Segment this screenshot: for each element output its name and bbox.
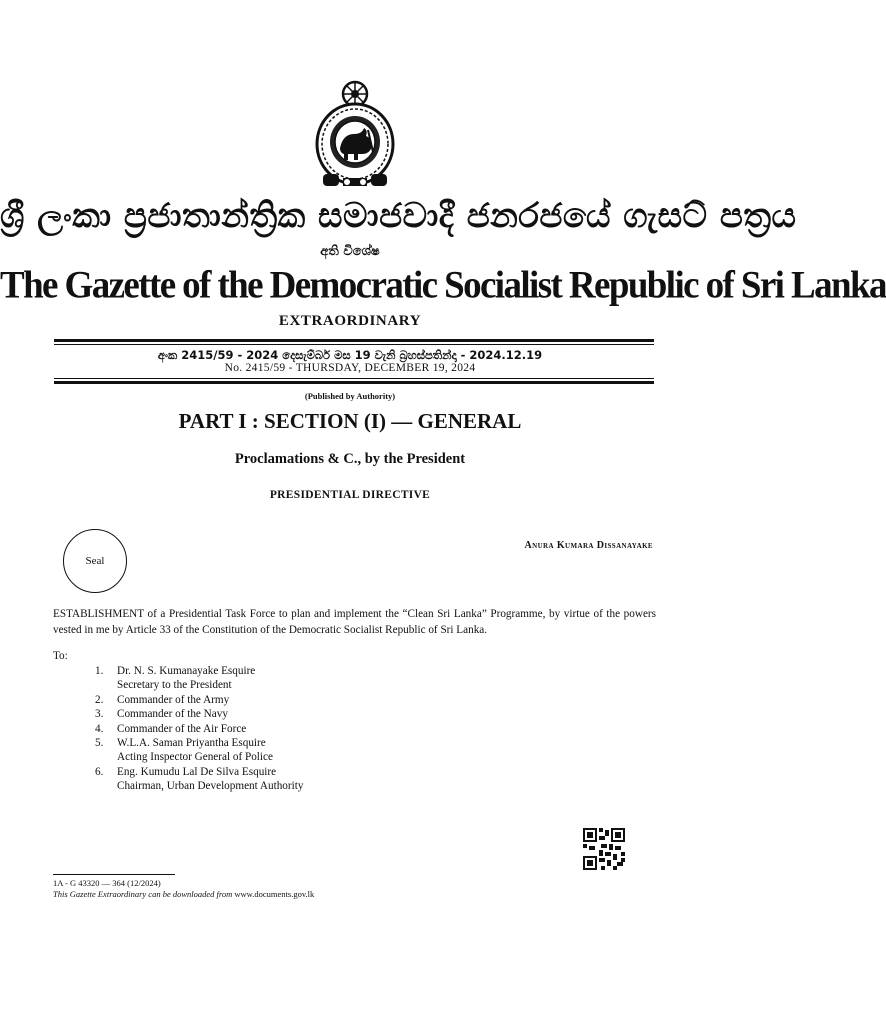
directive-body: ESTABLISHMENT of a Presidential Task Force to plan and implement the “Clean Sri Lanka” Programme, by virtue of the powers vested in me by Article 33 of the Constitution of the Democratic Socialist Republic of Sri Lanka. — [53, 608, 656, 636]
list-item: 1. Dr. N. S. Kumanayake Esquire — [95, 665, 256, 677]
top-rule — [54, 339, 654, 342]
issue-line-english: No. 2415/59 - THURSDAY, DECEMBER 19, 2024 — [224, 362, 476, 374]
extraordinary-label: EXTRAORDINARY — [278, 313, 422, 329]
signatory-name: Anura Kumara Dissanayake — [524, 540, 653, 551]
download-note-prefix: This Gazette Extraordinary can be downloaded from — [53, 889, 233, 899]
seal-label: Seal — [85, 555, 105, 567]
sri-lanka-national-emblem-icon — [313, 78, 397, 190]
part-heading: PART I : SECTION (I) — GENERAL — [178, 409, 522, 433]
list-item-subtitle: Chairman, Urban Development Authority — [117, 780, 304, 793]
sinhala-extraordinary-label: අති විශේෂ — [320, 244, 380, 259]
seal — [63, 529, 127, 593]
footer-rule — [53, 874, 175, 875]
english-gazette-title: The Gazette of the Democratic Socialist Republic of Sri Lanka — [0, 263, 886, 308]
to-label: To: — [53, 650, 68, 662]
published-by-authority: (Published by Authority) — [304, 391, 396, 401]
list-item-subtitle: Secretary to the President — [117, 679, 232, 692]
list-item: 6. Eng. Kumudu Lal De Silva Esquire — [95, 765, 277, 778]
top-rule-thin — [54, 344, 654, 345]
list-item-subtitle: Acting Inspector General of Police — [117, 751, 273, 764]
download-note — [53, 889, 314, 899]
list-item: 2. Commander of the Army — [95, 693, 230, 706]
bottom-rule-thin — [54, 378, 654, 379]
list-item: 5. W.L.A. Saman Priyantha Esquire — [95, 737, 266, 750]
download-link[interactable]: www.documents.gov.lk — [234, 889, 315, 899]
directive-heading: PRESIDENTIAL DIRECTIVE — [269, 489, 431, 501]
proclamations-heading: Proclamations & C., by the President — [234, 451, 466, 467]
bottom-rule — [54, 381, 654, 384]
gazette-code: 1A - G 43320 — 364 (12/2024) — [53, 878, 161, 888]
list-item: 4. Commander of the Air Force — [95, 722, 247, 735]
qr-code-icon[interactable] — [583, 828, 625, 870]
recipient-list — [95, 664, 303, 794]
list-item: 3. Commander of the Navy — [95, 708, 228, 721]
issue-line-sinhala: අංක 2415/59 - 2024 දෙසැම්බර් මස 19 වැනි බ්‍රහස්පතින්දා - 2024.12.19 — [157, 348, 543, 362]
sinhala-gazette-title: ශ්‍රී ලංකා ප්‍රජාතාන්ත්‍රික සමාජවාදී ජනරජයේ ගැසට් පත්‍රය — [0, 196, 797, 236]
